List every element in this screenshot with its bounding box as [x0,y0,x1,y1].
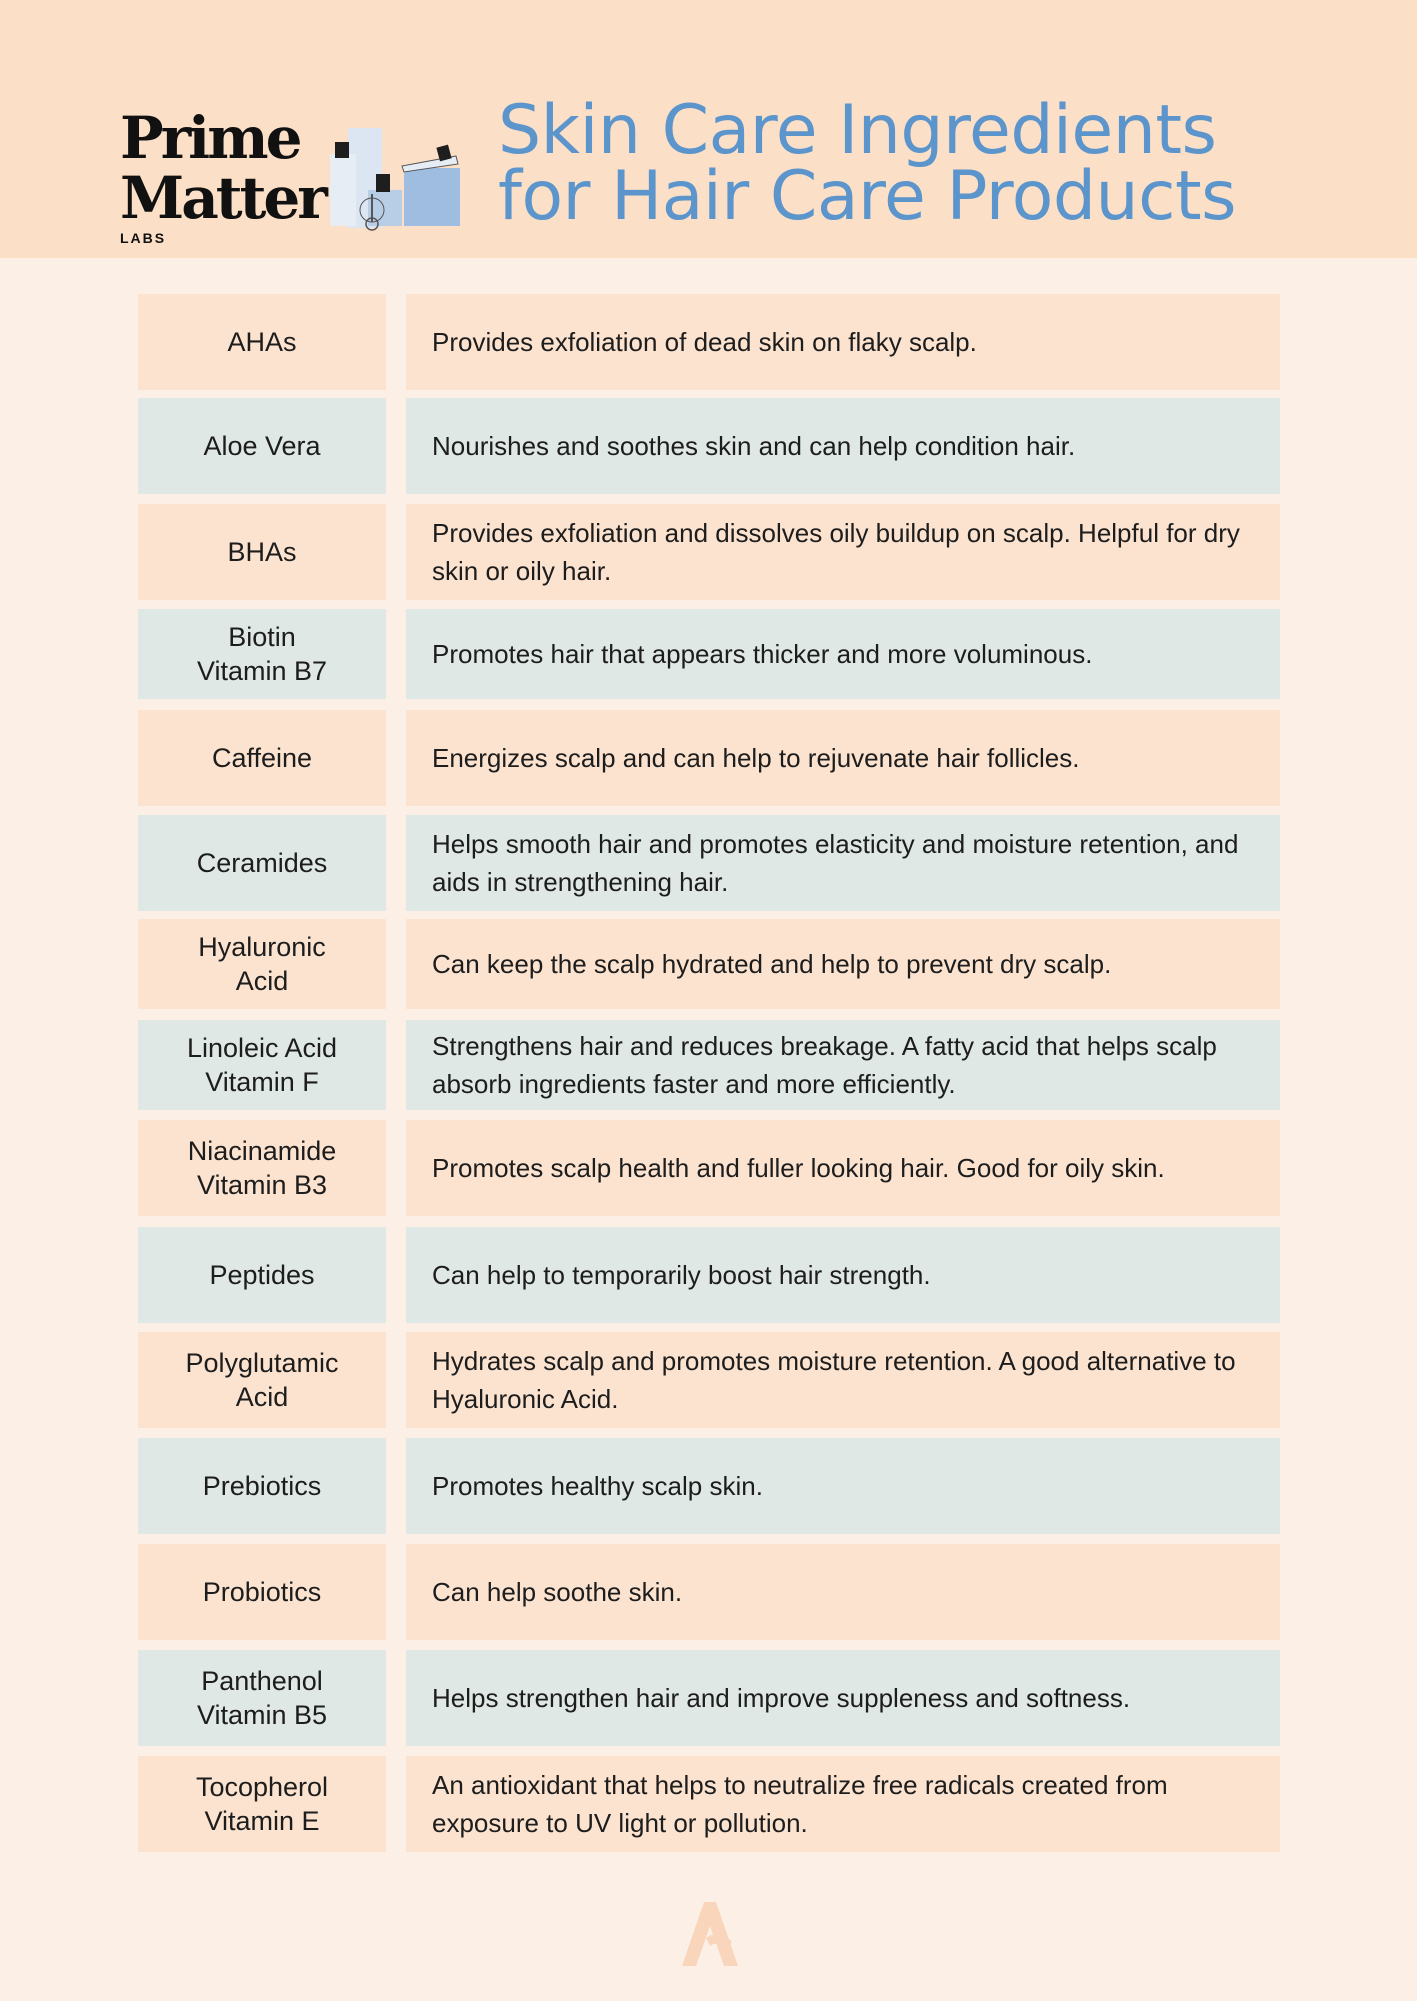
ingredient-description: Hydrates scalp and promotes moisture retention. A good alternative to Hyaluronic Acid. [406,1332,1280,1428]
ingredient-row [138,294,1280,390]
ingredient-name: BHAs [138,504,386,600]
ingredient-row [138,1120,1280,1216]
brand-mark-icon [676,1898,742,1968]
ingredient-name: Polyglutamic Acid [138,1332,386,1428]
ingredient-description: An antioxidant that helps to neutralize free radicals created from exposure to UV light or pollution. [406,1756,1280,1852]
ingredient-row [138,1756,1280,1852]
ingredient-row [138,1332,1280,1428]
ingredient-description: Helps strengthen hair and improve suppleness and softness. [406,1650,1280,1746]
page-header [0,0,1417,258]
ingredient-row [138,1544,1280,1640]
ingredient-row [138,815,1280,911]
brand-name-line2: Matter [120,164,325,232]
ingredient-name: Aloe Vera [138,398,386,494]
ingredient-name: Ceramides [138,815,386,911]
ingredient-row [138,398,1280,494]
ingredient-description: Helps smooth hair and promotes elasticity and moisture retention, and aids in strengthening hair. [406,815,1280,911]
page-title-line1: Skin Care Ingredients [498,91,1217,170]
ingredient-description: Promotes hair that appears thicker and more voluminous. [406,609,1280,699]
page-title-line2: for Hair Care Products [498,157,1237,236]
ingredient-row [138,919,1280,1009]
ingredient-name: Niacinamide Vitamin B3 [138,1120,386,1216]
ingredient-name: AHAs [138,294,386,390]
ingredient-row [138,504,1280,600]
ingredient-description: Promotes scalp health and fuller looking hair. Good for oily skin. [406,1120,1280,1216]
page-title [498,91,1398,236]
ingredient-description: Can help soothe skin. [406,1544,1280,1640]
ingredient-description: Nourishes and soothes skin and can help condition hair. [406,398,1280,494]
ingredient-description: Can help to temporarily boost hair strength. [406,1227,1280,1323]
ingredient-row [138,1650,1280,1746]
ingredient-name: Caffeine [138,710,386,806]
ingredient-row [138,710,1280,806]
ingredient-name: Biotin Vitamin B7 [138,609,386,699]
ingredient-row [138,1227,1280,1323]
ingredient-name: Panthenol Vitamin B5 [138,1650,386,1746]
ingredient-description: Can keep the scalp hydrated and help to prevent dry scalp. [406,919,1280,1009]
ingredient-name: Tocopherol Vitamin E [138,1756,386,1852]
ingredient-description: Promotes healthy scalp skin. [406,1438,1280,1534]
ingredient-name: Peptides [138,1227,386,1323]
ingredient-row [138,1438,1280,1534]
ingredient-description: Strengthens hair and reduces breakage. A fatty acid that helps scalp absorb ingredients faster and more efficiently. [406,1020,1280,1110]
ingredient-name: Hyaluronic Acid [138,919,386,1009]
ingredient-description: Provides exfoliation of dead skin on flaky scalp. [406,294,1280,390]
ingredient-row [138,609,1280,699]
ingredient-name: Probiotics [138,1544,386,1640]
skincare-bottles-icon [324,124,464,234]
ingredient-name: Linoleic Acid Vitamin F [138,1020,386,1110]
ingredient-description: Energizes scalp and can help to rejuvenate hair follicles. [406,710,1280,806]
ingredient-name: Prebiotics [138,1438,386,1534]
ingredient-row [138,1020,1280,1110]
brand-name-line3: LABS [120,230,167,246]
brand-logo [120,104,325,248]
brand-name-line1: Prime [120,104,300,172]
ingredient-description: Provides exfoliation and dissolves oily buildup on scalp. Helpful for dry skin or oily hair. [406,504,1280,600]
